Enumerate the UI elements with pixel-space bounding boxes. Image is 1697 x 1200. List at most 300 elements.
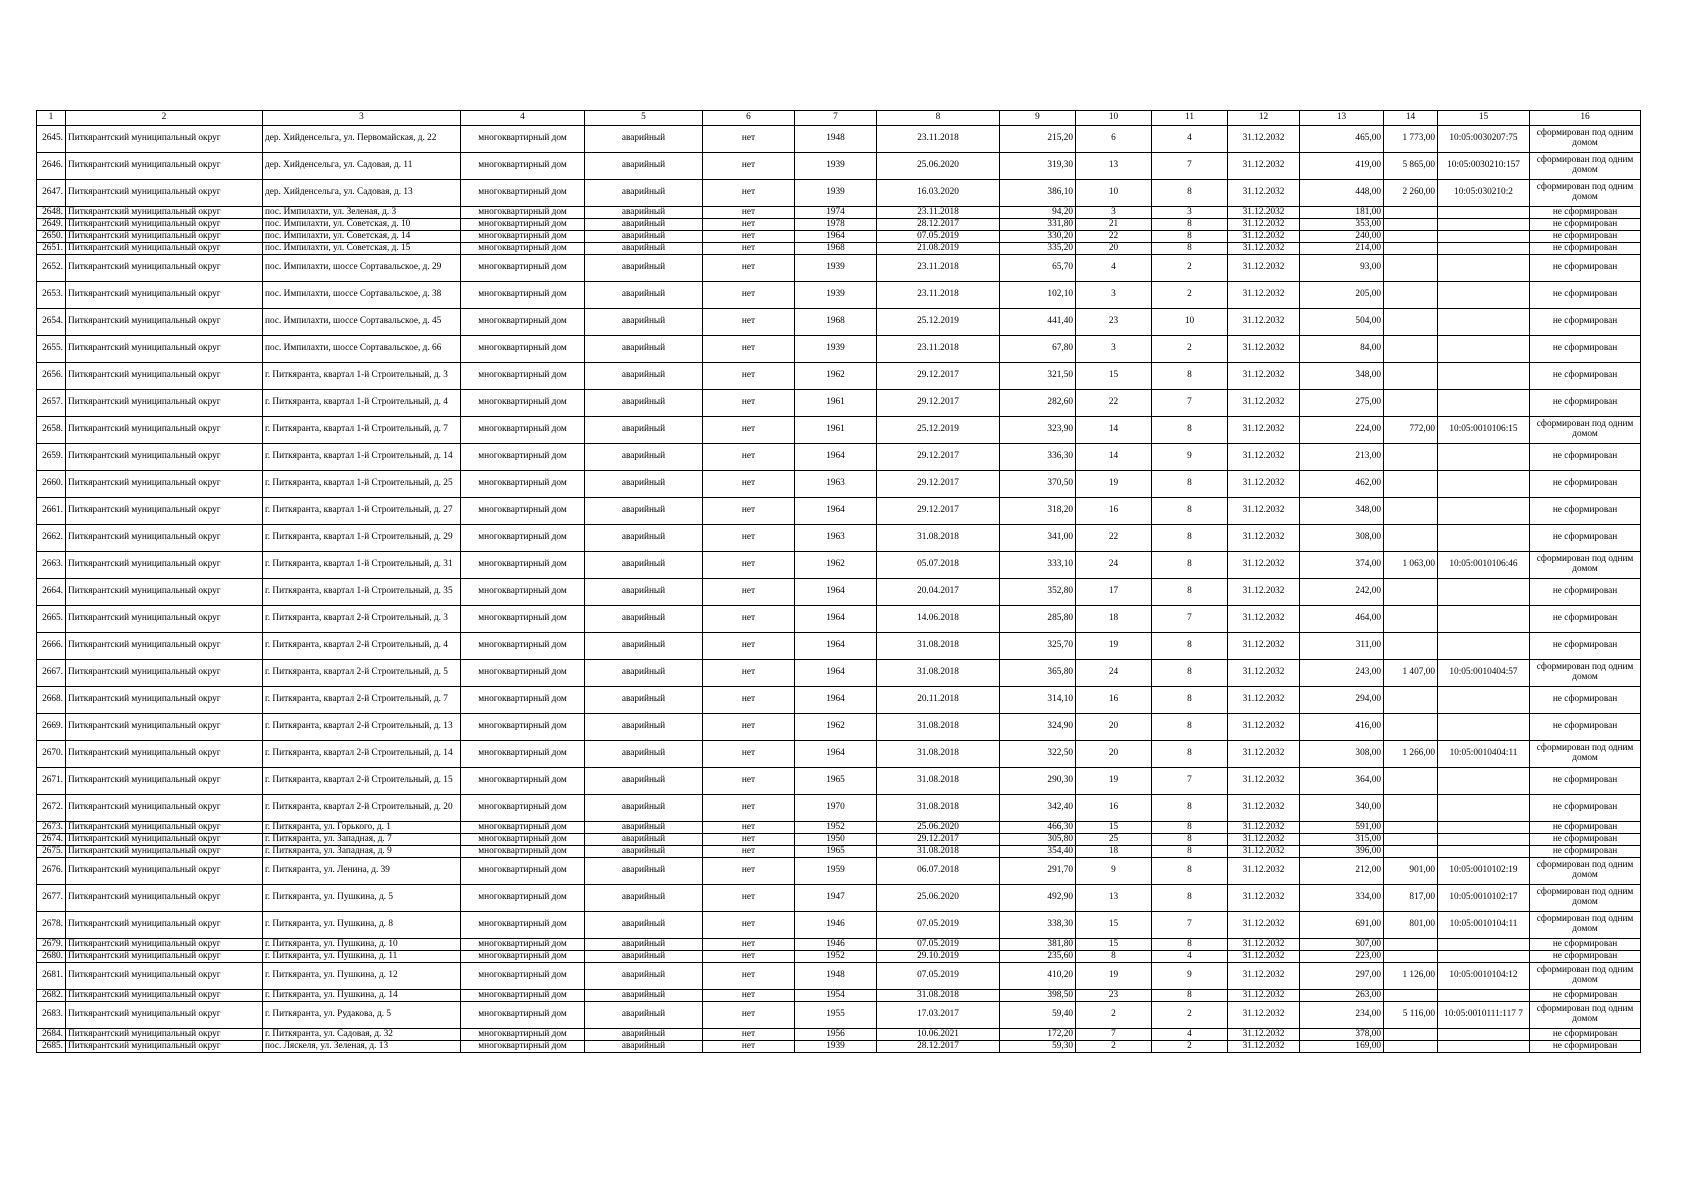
row-number-cell: 2660.: [37, 471, 66, 498]
build-year-cell: 1964: [795, 687, 877, 714]
land-plot-area-cell: [1384, 390, 1438, 417]
build-year-cell: 1939: [795, 255, 877, 282]
address-cell: г. Питкяранта, ул. Западная, д. 9: [263, 846, 461, 858]
land-area-cell: 465,00: [1300, 126, 1384, 153]
area-cell: 322,50: [1000, 741, 1076, 768]
building-type-cell: многоквартирный дом: [461, 207, 585, 219]
area-cell: 330,20: [1000, 231, 1076, 243]
apartments-count-cell: 2: [1152, 1002, 1228, 1029]
building-type-cell: многоквартирный дом: [461, 552, 585, 579]
header-row: [37, 111, 1641, 126]
column-header: 13: [1300, 111, 1384, 126]
build-year-cell: 1939: [795, 282, 877, 309]
apartments-count-cell: 8: [1152, 180, 1228, 207]
recognition-date-cell: 25.12.2019: [877, 309, 1000, 336]
address-cell: пос. Импилахти, шоссе Сортавальское, д. 45: [263, 309, 461, 336]
land-plot-area-cell: [1384, 834, 1438, 846]
apartments-count-cell: 2: [1152, 336, 1228, 363]
land-plot-area-cell: [1384, 231, 1438, 243]
condition-status-cell: аварийный: [585, 741, 703, 768]
land-plot-area-cell: [1384, 525, 1438, 552]
cadastral-number-cell: [1438, 1041, 1530, 1053]
resettlement-deadline-cell: 31.12.2032: [1228, 552, 1300, 579]
row-number-cell: 2680.: [37, 951, 66, 963]
land-area-cell: 224,00: [1300, 417, 1384, 444]
land-area-cell: 307,00: [1300, 939, 1384, 951]
apartments-count-cell: 8: [1152, 633, 1228, 660]
recognition-date-cell: 29.12.2017: [877, 363, 1000, 390]
municipality-cell: Питкярантский муниципальный округ: [66, 834, 263, 846]
reconstruction-flag-cell: нет: [703, 153, 795, 180]
cadastral-number-cell: [1438, 579, 1530, 606]
land-status-cell: не сформирован: [1530, 219, 1641, 231]
reconstruction-flag-cell: нет: [703, 885, 795, 912]
cadastral-number-cell: [1438, 939, 1530, 951]
building-type-cell: многоквартирный дом: [461, 180, 585, 207]
column-header: 7: [795, 111, 877, 126]
condition-status-cell: аварийный: [585, 579, 703, 606]
recognition-date-cell: 20.04.2017: [877, 579, 1000, 606]
condition-status-cell: аварийный: [585, 834, 703, 846]
land-area-cell: 315,00: [1300, 834, 1384, 846]
land-plot-area-cell: [1384, 498, 1438, 525]
land-status-cell: не сформирован: [1530, 1041, 1641, 1053]
land-status-cell: не сформирован: [1530, 795, 1641, 822]
table-row: [37, 219, 1641, 231]
column-header: 8: [877, 111, 1000, 126]
land-status-cell: не сформирован: [1530, 939, 1641, 951]
table-row: [37, 795, 1641, 822]
building-type-cell: многоквартирный дом: [461, 834, 585, 846]
table-row: [37, 180, 1641, 207]
land-plot-area-cell: 901,00: [1384, 858, 1438, 885]
condition-status-cell: аварийный: [585, 471, 703, 498]
row-number-cell: 2669.: [37, 714, 66, 741]
condition-status-cell: аварийный: [585, 444, 703, 471]
column-header: 9: [1000, 111, 1076, 126]
build-year-cell: 1948: [795, 126, 877, 153]
table-row: [37, 951, 1641, 963]
row-number-cell: 2672.: [37, 795, 66, 822]
condition-status-cell: аварийный: [585, 846, 703, 858]
address-cell: г. Питкяранта, квартал 2-й Строительный, д. 14: [263, 741, 461, 768]
land-area-cell: 242,00: [1300, 579, 1384, 606]
apartments-count-cell: 8: [1152, 231, 1228, 243]
residents-count-cell: 4: [1076, 255, 1152, 282]
area-cell: 341,00: [1000, 525, 1076, 552]
residents-count-cell: 22: [1076, 231, 1152, 243]
area-cell: 354,40: [1000, 846, 1076, 858]
column-header: 14: [1384, 111, 1438, 126]
land-status-cell: не сформирован: [1530, 990, 1641, 1002]
area-cell: 291,70: [1000, 858, 1076, 885]
reconstruction-flag-cell: нет: [703, 363, 795, 390]
land-status-cell: сформирован под одним домом: [1530, 1002, 1641, 1029]
row-number-cell: 2677.: [37, 885, 66, 912]
cadastral-number-cell: [1438, 795, 1530, 822]
recognition-date-cell: 31.08.2018: [877, 714, 1000, 741]
municipality-cell: Питкярантский муниципальный округ: [66, 741, 263, 768]
apartments-count-cell: 8: [1152, 834, 1228, 846]
recognition-date-cell: 17.03.2017: [877, 1002, 1000, 1029]
land-area-cell: 691,00: [1300, 912, 1384, 939]
area-cell: 352,80: [1000, 579, 1076, 606]
reconstruction-flag-cell: нет: [703, 579, 795, 606]
row-number-cell: 2670.: [37, 741, 66, 768]
area-cell: 215,20: [1000, 126, 1076, 153]
condition-status-cell: аварийный: [585, 795, 703, 822]
land-area-cell: 311,00: [1300, 633, 1384, 660]
land-plot-area-cell: [1384, 219, 1438, 231]
address-cell: г. Питкяранта, ул. Западная, д. 7: [263, 834, 461, 846]
land-plot-area-cell: [1384, 255, 1438, 282]
building-type-cell: многоквартирный дом: [461, 498, 585, 525]
land-area-cell: 243,00: [1300, 660, 1384, 687]
table-row: [37, 963, 1641, 990]
build-year-cell: 1954: [795, 990, 877, 1002]
resettlement-deadline-cell: 31.12.2032: [1228, 990, 1300, 1002]
area-cell: 338,30: [1000, 912, 1076, 939]
land-status-cell: не сформирован: [1530, 834, 1641, 846]
area-cell: 94,20: [1000, 207, 1076, 219]
cadastral-number-cell: [1438, 633, 1530, 660]
reconstruction-flag-cell: нет: [703, 660, 795, 687]
land-plot-area-cell: [1384, 714, 1438, 741]
area-cell: 466,30: [1000, 822, 1076, 834]
recognition-date-cell: 31.08.2018: [877, 633, 1000, 660]
row-number-cell: 2665.: [37, 606, 66, 633]
table-row: [37, 606, 1641, 633]
apartments-count-cell: 8: [1152, 471, 1228, 498]
apartments-count-cell: 7: [1152, 606, 1228, 633]
resettlement-deadline-cell: 31.12.2032: [1228, 207, 1300, 219]
land-plot-area-cell: 1 266,00: [1384, 741, 1438, 768]
build-year-cell: 1948: [795, 963, 877, 990]
row-number-cell: 2679.: [37, 939, 66, 951]
residents-count-cell: 23: [1076, 309, 1152, 336]
area-cell: 314,10: [1000, 687, 1076, 714]
table-row: [37, 1029, 1641, 1041]
table-row: [37, 336, 1641, 363]
recognition-date-cell: 31.08.2018: [877, 795, 1000, 822]
recognition-date-cell: 16.03.2020: [877, 180, 1000, 207]
condition-status-cell: аварийный: [585, 525, 703, 552]
area-cell: 333,10: [1000, 552, 1076, 579]
build-year-cell: 1968: [795, 309, 877, 336]
apartments-count-cell: 8: [1152, 846, 1228, 858]
cadastral-number-cell: [1438, 687, 1530, 714]
condition-status-cell: аварийный: [585, 714, 703, 741]
address-cell: г. Питкяранта, ул. Ленина, д. 39: [263, 858, 461, 885]
municipality-cell: Питкярантский муниципальный округ: [66, 363, 263, 390]
row-number-cell: 2656.: [37, 363, 66, 390]
table-row: [37, 498, 1641, 525]
cadastral-number-cell: 10:05:0010102:19: [1438, 858, 1530, 885]
table-row: [37, 885, 1641, 912]
apartments-count-cell: 7: [1152, 912, 1228, 939]
build-year-cell: 1947: [795, 885, 877, 912]
row-number-cell: 2655.: [37, 336, 66, 363]
address-cell: г. Питкяранта, квартал 1-й Строительный, д. 25: [263, 471, 461, 498]
build-year-cell: 1964: [795, 633, 877, 660]
condition-status-cell: аварийный: [585, 768, 703, 795]
building-type-cell: многоквартирный дом: [461, 525, 585, 552]
reconstruction-flag-cell: нет: [703, 768, 795, 795]
resettlement-deadline-cell: 31.12.2032: [1228, 714, 1300, 741]
residents-count-cell: 20: [1076, 714, 1152, 741]
land-status-cell: не сформирован: [1530, 951, 1641, 963]
municipality-cell: Питкярантский муниципальный округ: [66, 714, 263, 741]
reconstruction-flag-cell: нет: [703, 990, 795, 1002]
building-type-cell: многоквартирный дом: [461, 912, 585, 939]
build-year-cell: 1955: [795, 1002, 877, 1029]
residents-count-cell: 8: [1076, 951, 1152, 963]
area-cell: 410,20: [1000, 963, 1076, 990]
table-row: [37, 633, 1641, 660]
land-area-cell: 364,00: [1300, 768, 1384, 795]
recognition-date-cell: 25.06.2020: [877, 153, 1000, 180]
residents-count-cell: 7: [1076, 1029, 1152, 1041]
land-status-cell: сформирован под одним домом: [1530, 126, 1641, 153]
land-status-cell: не сформирован: [1530, 444, 1641, 471]
cadastral-number-cell: [1438, 822, 1530, 834]
table-row: [37, 417, 1641, 444]
cadastral-number-cell: 10:05:0010106:15: [1438, 417, 1530, 444]
recognition-date-cell: 29.12.2017: [877, 390, 1000, 417]
apartments-count-cell: 8: [1152, 552, 1228, 579]
table-row: [37, 687, 1641, 714]
row-number-cell: 2659.: [37, 444, 66, 471]
area-cell: 59,40: [1000, 1002, 1076, 1029]
table-row: [37, 126, 1641, 153]
apartments-count-cell: 8: [1152, 660, 1228, 687]
building-type-cell: многоквартирный дом: [461, 336, 585, 363]
cadastral-number-cell: [1438, 231, 1530, 243]
table-row: [37, 579, 1641, 606]
reconstruction-flag-cell: нет: [703, 939, 795, 951]
reconstruction-flag-cell: нет: [703, 1041, 795, 1053]
cadastral-number-cell: [1438, 834, 1530, 846]
building-type-cell: многоквартирный дом: [461, 282, 585, 309]
land-plot-area-cell: [1384, 579, 1438, 606]
row-number-cell: 2654.: [37, 309, 66, 336]
cadastral-number-cell: [1438, 336, 1530, 363]
cadastral-number-cell: [1438, 309, 1530, 336]
apartments-count-cell: 7: [1152, 768, 1228, 795]
reconstruction-flag-cell: нет: [703, 471, 795, 498]
land-area-cell: 348,00: [1300, 498, 1384, 525]
land-area-cell: 181,00: [1300, 207, 1384, 219]
address-cell: пос. Импилахти, ул. Советская, д. 15: [263, 243, 461, 255]
resettlement-deadline-cell: 31.12.2032: [1228, 741, 1300, 768]
area-cell: 441,40: [1000, 309, 1076, 336]
apartments-count-cell: 2: [1152, 282, 1228, 309]
land-plot-area-cell: [1384, 471, 1438, 498]
column-header: 16: [1530, 111, 1641, 126]
land-area-cell: 416,00: [1300, 714, 1384, 741]
land-area-cell: 464,00: [1300, 606, 1384, 633]
reconstruction-flag-cell: нет: [703, 1002, 795, 1029]
row-number-cell: 2673.: [37, 822, 66, 834]
land-plot-area-cell: [1384, 336, 1438, 363]
resettlement-deadline-cell: 31.12.2032: [1228, 939, 1300, 951]
area-cell: 386,10: [1000, 180, 1076, 207]
area-cell: 321,50: [1000, 363, 1076, 390]
cadastral-number-cell: 10:05:030210:2: [1438, 180, 1530, 207]
building-type-cell: многоквартирный дом: [461, 939, 585, 951]
reconstruction-flag-cell: нет: [703, 417, 795, 444]
address-cell: дер. Хийденсельга, ул. Садовая, д. 11: [263, 153, 461, 180]
condition-status-cell: аварийный: [585, 417, 703, 444]
table-row: [37, 207, 1641, 219]
land-status-cell: не сформирован: [1530, 390, 1641, 417]
column-header: 12: [1228, 111, 1300, 126]
land-status-cell: не сформирован: [1530, 243, 1641, 255]
resettlement-deadline-cell: 31.12.2032: [1228, 153, 1300, 180]
reconstruction-flag-cell: нет: [703, 963, 795, 990]
municipality-cell: Питкярантский муниципальный округ: [66, 687, 263, 714]
condition-status-cell: аварийный: [585, 912, 703, 939]
land-plot-area-cell: [1384, 768, 1438, 795]
resettlement-deadline-cell: 31.12.2032: [1228, 834, 1300, 846]
apartments-count-cell: 8: [1152, 363, 1228, 390]
resettlement-deadline-cell: 31.12.2032: [1228, 951, 1300, 963]
land-plot-area-cell: [1384, 444, 1438, 471]
residents-count-cell: 20: [1076, 741, 1152, 768]
land-area-cell: 84,00: [1300, 336, 1384, 363]
column-header: 3: [263, 111, 461, 126]
recognition-date-cell: 29.12.2017: [877, 834, 1000, 846]
build-year-cell: 1956: [795, 1029, 877, 1041]
area-cell: 282,60: [1000, 390, 1076, 417]
reconstruction-flag-cell: нет: [703, 858, 795, 885]
condition-status-cell: аварийный: [585, 180, 703, 207]
cadastral-number-cell: [1438, 990, 1530, 1002]
land-plot-area-cell: [1384, 207, 1438, 219]
apartments-count-cell: 8: [1152, 714, 1228, 741]
build-year-cell: 1962: [795, 714, 877, 741]
building-type-cell: многоквартирный дом: [461, 951, 585, 963]
land-status-cell: не сформирован: [1530, 498, 1641, 525]
residents-count-cell: 21: [1076, 219, 1152, 231]
cadastral-number-cell: [1438, 1029, 1530, 1041]
residents-count-cell: 16: [1076, 687, 1152, 714]
municipality-cell: Питкярантский муниципальный округ: [66, 768, 263, 795]
address-cell: пос. Импилахти, ул. Советская, д. 14: [263, 231, 461, 243]
municipality-cell: Питкярантский муниципальный округ: [66, 153, 263, 180]
condition-status-cell: аварийный: [585, 309, 703, 336]
municipality-cell: Питкярантский муниципальный округ: [66, 885, 263, 912]
building-type-cell: многоквартирный дом: [461, 858, 585, 885]
land-status-cell: не сформирован: [1530, 309, 1641, 336]
build-year-cell: 1963: [795, 525, 877, 552]
land-status-cell: не сформирован: [1530, 579, 1641, 606]
residents-count-cell: 15: [1076, 363, 1152, 390]
land-plot-area-cell: [1384, 282, 1438, 309]
reconstruction-flag-cell: нет: [703, 552, 795, 579]
residents-count-cell: 16: [1076, 498, 1152, 525]
land-status-cell: не сформирован: [1530, 714, 1641, 741]
recognition-date-cell: 31.08.2018: [877, 768, 1000, 795]
address-cell: г. Питкяранта, ул. Горького, д. 1: [263, 822, 461, 834]
row-number-cell: 2650.: [37, 231, 66, 243]
cadastral-number-cell: [1438, 243, 1530, 255]
building-type-cell: многоквартирный дом: [461, 126, 585, 153]
table-row: [37, 552, 1641, 579]
building-type-cell: многоквартирный дом: [461, 243, 585, 255]
build-year-cell: 1964: [795, 660, 877, 687]
row-number-cell: 2683.: [37, 1002, 66, 1029]
address-cell: г. Питкяранта, квартал 2-й Строительный, д. 13: [263, 714, 461, 741]
apartments-count-cell: 8: [1152, 939, 1228, 951]
recognition-date-cell: 07.05.2019: [877, 231, 1000, 243]
land-status-cell: сформирован под одним домом: [1530, 741, 1641, 768]
column-header: 6: [703, 111, 795, 126]
resettlement-deadline-cell: 31.12.2032: [1228, 471, 1300, 498]
build-year-cell: 1964: [795, 741, 877, 768]
cadastral-number-cell: [1438, 444, 1530, 471]
building-type-cell: многоквартирный дом: [461, 219, 585, 231]
land-area-cell: 448,00: [1300, 180, 1384, 207]
building-type-cell: многоквартирный дом: [461, 633, 585, 660]
land-area-cell: 334,00: [1300, 885, 1384, 912]
area-cell: 323,90: [1000, 417, 1076, 444]
address-cell: г. Питкяранта, квартал 2-й Строительный, д. 7: [263, 687, 461, 714]
apartments-count-cell: 4: [1152, 951, 1228, 963]
land-area-cell: 348,00: [1300, 363, 1384, 390]
land-area-cell: 353,00: [1300, 219, 1384, 231]
recognition-date-cell: 28.12.2017: [877, 1041, 1000, 1053]
condition-status-cell: аварийный: [585, 498, 703, 525]
building-type-cell: многоквартирный дом: [461, 768, 585, 795]
residents-count-cell: 2: [1076, 1002, 1152, 1029]
address-cell: г. Питкяранта, квартал 2-й Строительный, д. 5: [263, 660, 461, 687]
column-header: 5: [585, 111, 703, 126]
municipality-cell: Питкярантский муниципальный округ: [66, 243, 263, 255]
table-row: [37, 1041, 1641, 1053]
cadastral-number-cell: [1438, 951, 1530, 963]
cadastral-number-cell: 10:05:0010106:46: [1438, 552, 1530, 579]
land-area-cell: 263,00: [1300, 990, 1384, 1002]
apartments-count-cell: 8: [1152, 741, 1228, 768]
column-header: 15: [1438, 111, 1530, 126]
land-plot-area-cell: [1384, 822, 1438, 834]
apartments-count-cell: 8: [1152, 687, 1228, 714]
cadastral-number-cell: 10:05:0030210:157: [1438, 153, 1530, 180]
reconstruction-flag-cell: нет: [703, 795, 795, 822]
build-year-cell: 1939: [795, 1041, 877, 1053]
row-number-cell: 2681.: [37, 963, 66, 990]
area-cell: 336,30: [1000, 444, 1076, 471]
resettlement-deadline-cell: 31.12.2032: [1228, 336, 1300, 363]
condition-status-cell: аварийный: [585, 243, 703, 255]
apartments-count-cell: 8: [1152, 990, 1228, 1002]
reconstruction-flag-cell: нет: [703, 951, 795, 963]
reconstruction-flag-cell: нет: [703, 498, 795, 525]
cadastral-number-cell: [1438, 714, 1530, 741]
municipality-cell: Питкярантский муниципальный округ: [66, 1041, 263, 1053]
condition-status-cell: аварийный: [585, 336, 703, 363]
land-plot-area-cell: [1384, 951, 1438, 963]
cadastral-number-cell: [1438, 768, 1530, 795]
condition-status-cell: аварийный: [585, 1041, 703, 1053]
resettlement-deadline-cell: 31.12.2032: [1228, 846, 1300, 858]
build-year-cell: 1968: [795, 243, 877, 255]
resettlement-deadline-cell: 31.12.2032: [1228, 498, 1300, 525]
resettlement-deadline-cell: 31.12.2032: [1228, 126, 1300, 153]
table-row: [37, 939, 1641, 951]
cadastral-number-cell: [1438, 363, 1530, 390]
